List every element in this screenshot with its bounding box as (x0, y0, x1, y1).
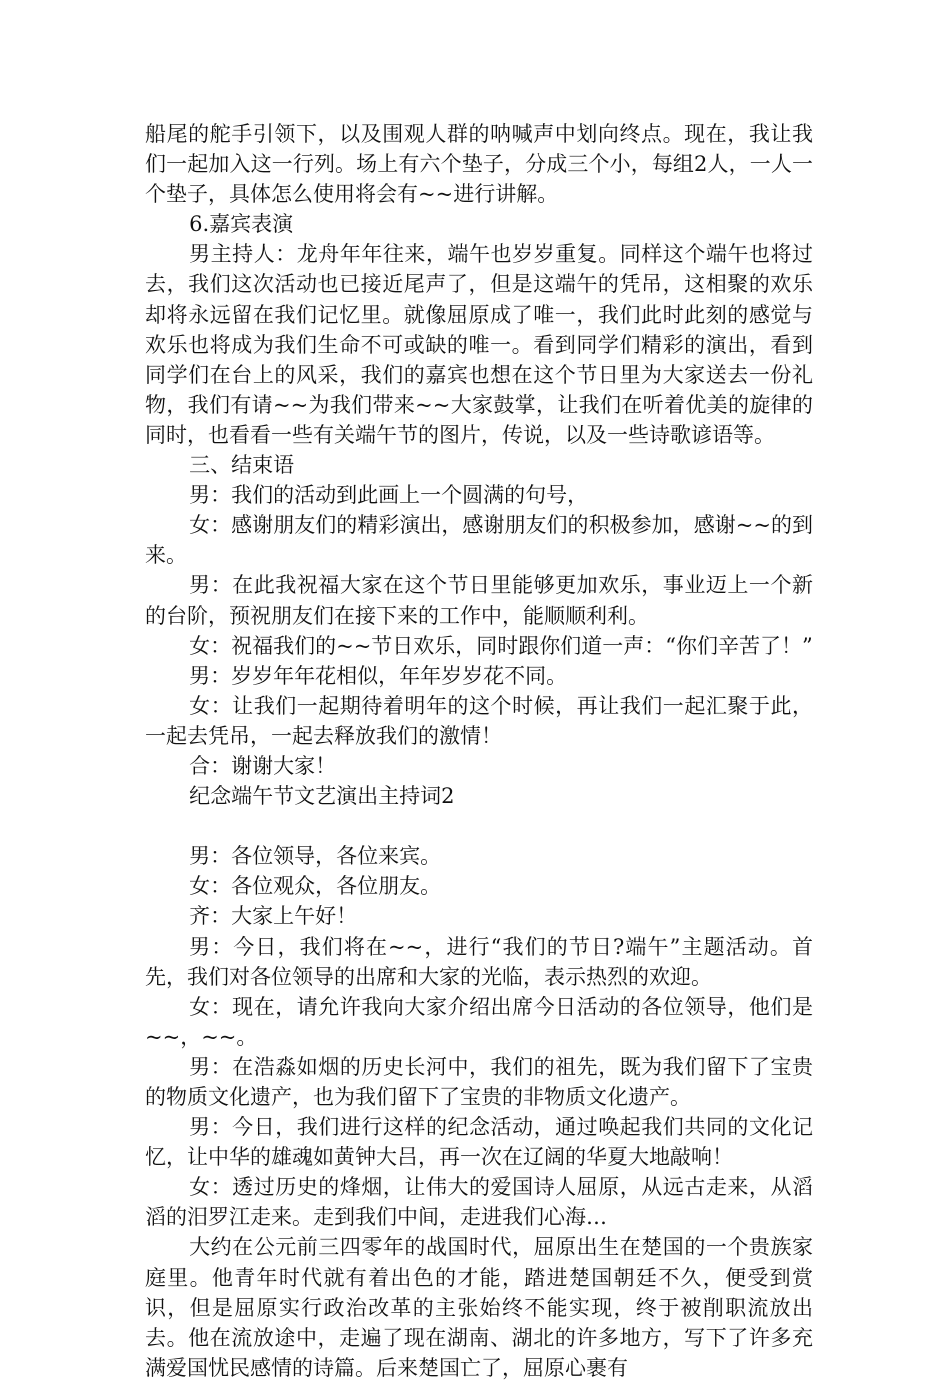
paragraph-21: 大约在公元前三四零年的战国时代，屈原出生在楚国的一个贵族家庭里。他青年时代就有着出色的才能，踏进楚国朝廷不久，便受到赏识，但是屈原实行政治改革的主张始终不能实现，终于被削职流放出去。他在流放途中，走遍了现在湖南、湖北的许多地方，写下了许多充满爱国忧民感情的诗篇。后来楚国亡了，屈原心裹有 (145, 1235, 813, 1380)
blank-line (145, 811, 813, 841)
paragraph-6: 男：在此我祝福大家在这个节日里能够更加欢乐，事业迈上一个新的台阶，预祝朋友们在接下来的工作中，能顺顺利利。 (145, 573, 813, 628)
paragraph-5: 女：感谢朋友们的精彩演出，感谢朋友们的积极参加，感谢~~的到来。 (145, 513, 813, 568)
paragraph-13: 男：各位领导，各位来宾。 (189, 844, 442, 869)
paragraph-14: 女：各位观众，各位朋友。 (189, 874, 442, 899)
paragraph-10: 合：谢谢大家！ (189, 753, 337, 778)
paragraph-16: 男：今日，我们将在~~，进行“我们的节日?端午”主题活动。首先，我们对各位领导的出席和大家的光临，表示热烈的欢迎。 (145, 934, 813, 989)
document-body (145, 119, 813, 1383)
paragraph-17: 女：现在，请允许我向大家介绍出席今日活动的各位领导，他们是~~，~~。 (145, 994, 813, 1049)
paragraph-2: 男主持人：龙舟年年往来，端午也岁岁重复。同样这个端午也将过去，我们这次活动也已接近尾声了，但是这端午的凭吊，这相聚的欢乐却将永远留在我们记忆里。就像屈原成了唯一，我们此时此刻的感觉与欢乐也将成为我们生命不可或缺的唯一。看到同学们精彩的演出，看到同学们在台上的风采，我们的嘉宾也想在这个节日里为大家送去一份礼物，我们有请~~为我们带来~~大家鼓掌，让我们在听着优美的旋律的同时，也看看一些有关端午节的图片，传说，以及一些诗歌谚语等。 (145, 242, 813, 447)
section-heading-guest-performance: 6.嘉宾表演 (189, 212, 294, 237)
paragraph-0: 船尾的舵手引领下，以及围观人群的呐喊声中划向终点。现在，我让我们一起加入这一行列。场上有六个垫子，分成三个小，每组2人，一人一个垫子，具体怎么使用将会有~~进行讲解。 (145, 122, 813, 207)
paragraph-8: 男：岁岁年年花相似，年年岁岁花不同。 (189, 663, 568, 688)
paragraph-19: 男：今日，我们进行这样的纪念活动，通过唤起我们共同的文化记忆，让中华的雄魂如黄钟大吕，再一次在辽阔的华夏大地敲响！ (145, 1115, 813, 1170)
paragraph-4: 男：我们的活动到此画上一个圆满的句号， (189, 483, 589, 508)
paragraph-15: 齐：大家上午好！ (189, 904, 358, 929)
section-heading-closing: 三、结束语 (189, 453, 295, 478)
paragraph-20: 女：透过历史的烽烟，让伟大的爱国诗人屈原，从远古走来，从滔滔的汨罗江走来。走到我们中间，走进我们心海… (145, 1175, 813, 1230)
paragraph-9: 女：让我们一起期待着明年的这个时候，再让我们一起汇聚于此，一起去凭吊，一起去释放我们的激情！ (145, 693, 813, 748)
paragraph-7: 女：祝福我们的~~节日欢乐，同时跟你们道一声：“你们辛苦了！” (189, 633, 813, 658)
paragraph-18: 男：在浩淼如烟的历史长河中，我们的祖先，既为我们留下了宝贵的物质文化遗产，也为我们留下了宝贵的非物质文化遗产。 (145, 1054, 813, 1109)
document-subtitle: 纪念端午节文艺演出主持词2 (189, 784, 455, 809)
